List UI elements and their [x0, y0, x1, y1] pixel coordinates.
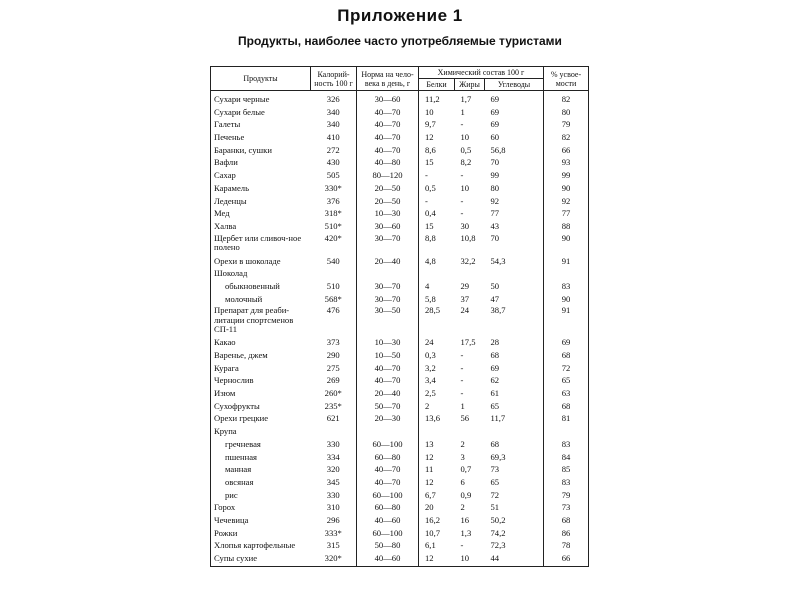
cell-product: Мед — [211, 208, 311, 221]
cell-norm: 40—80 — [357, 157, 419, 170]
cell-product: Орехи грецкие — [211, 413, 311, 426]
cell-calories: 476 — [311, 306, 357, 337]
cell-carbs: 38,7 — [485, 306, 544, 337]
table-row — [211, 553, 589, 566]
cell-calories: 330 — [311, 490, 357, 503]
cell-carbs: 74,2 — [485, 528, 544, 541]
table-row — [211, 490, 589, 503]
cell-norm: 30—70 — [357, 234, 419, 256]
table-row — [211, 388, 589, 401]
cell-carbs: 80 — [485, 183, 544, 196]
cell-fat: - — [460, 208, 464, 219]
cell-product: Щербет или сливоч-ное полено — [211, 234, 311, 256]
table-row — [211, 170, 589, 183]
cell-product: Халва — [211, 221, 311, 234]
cell-calories: 320 — [311, 464, 357, 477]
cell-calories: 568* — [311, 294, 357, 307]
cell-norm: 40—70 — [357, 145, 419, 158]
cell-calories: 505 — [311, 170, 357, 183]
cell-protein: 16,2 — [425, 514, 441, 525]
cell-protein: 12 — [425, 476, 434, 487]
cell-protein: 2 — [425, 400, 430, 411]
header-norm: Норма на чело-века в день, г — [357, 67, 419, 91]
cell-carbs: 62 — [485, 375, 544, 388]
cell-protein: 0,4 — [425, 208, 436, 219]
cell-protein: 13,6 — [425, 413, 441, 424]
header-calories: Калорий-ность 100 г — [311, 67, 357, 91]
cell-calories: 621 — [311, 413, 357, 426]
cell-product: Чернослив — [211, 375, 311, 388]
cell-digestibility: 84 — [544, 452, 589, 465]
cell-digestibility: 73 — [544, 502, 589, 515]
cell-carbs: 65 — [485, 477, 544, 490]
cell-fat: - — [460, 170, 464, 181]
cell-digestibility — [544, 426, 589, 439]
cell-carbs: 43 — [485, 221, 544, 234]
header-digestibility: % усвое-мости — [544, 67, 589, 91]
cell-product: обыкновенный — [211, 281, 311, 294]
cell-product: Варенье, джем — [211, 350, 311, 363]
cell-product: Шоколад — [211, 268, 311, 281]
cell-calories: 540 — [311, 256, 357, 269]
header-chemical-composition: Химический состав 100 г — [419, 67, 544, 79]
cell-carbs — [485, 268, 544, 281]
cell-digestibility: 79 — [544, 119, 589, 132]
cell-carbs: 92 — [485, 196, 544, 209]
table-row — [211, 375, 589, 388]
cell-calories: 376 — [311, 196, 357, 209]
cell-protein: 20 — [425, 502, 434, 513]
cell-digestibility: 88 — [544, 221, 589, 234]
cell-calories: 310 — [311, 502, 357, 515]
cell-fat: 16 — [460, 514, 470, 525]
table-caption: Продукты, наиболее часто употребляемые туристами — [238, 34, 562, 48]
cell-norm: 40—70 — [357, 132, 419, 145]
cell-digestibility: 68 — [544, 401, 589, 414]
cell-digestibility: 81 — [544, 413, 589, 426]
cell-calories: 420* — [311, 234, 357, 256]
cell-protein: 12 — [425, 132, 434, 143]
header-protein: Белки — [419, 79, 455, 91]
cell-carbs: 60 — [485, 132, 544, 145]
cell-fat: 1,3 — [460, 527, 472, 538]
cell-protein: 10,7 — [425, 527, 441, 538]
cell-digestibility: 91 — [544, 256, 589, 269]
cell-norm: 30—60 — [357, 91, 419, 107]
cell-protein — [419, 426, 455, 439]
cell-protein: 8,8 — [425, 232, 436, 243]
cell-calories: 340 — [311, 107, 357, 120]
cell-digestibility: 82 — [544, 91, 589, 107]
cell-fat: - — [460, 375, 464, 386]
cell-protein: 5,8 — [425, 293, 436, 304]
cell-fat: 0,7 — [460, 464, 472, 475]
cell-norm: 20—50 — [357, 196, 419, 209]
cell-norm: 50—70 — [357, 401, 419, 414]
header-product: Продукты — [211, 67, 311, 91]
cell-digestibility: 83 — [544, 281, 589, 294]
table-row — [211, 256, 589, 269]
table-row — [211, 157, 589, 170]
cell-product: Крупа — [211, 426, 311, 439]
cell-product: Печенье — [211, 132, 311, 145]
cell-carbs: 51 — [485, 502, 544, 515]
cell-carbs: 68 — [485, 350, 544, 363]
cell-carbs: 69 — [485, 119, 544, 132]
cell-product: Вафли — [211, 157, 311, 170]
cell-carbs: 70 — [485, 157, 544, 170]
table-row — [211, 464, 589, 477]
table-row — [211, 477, 589, 490]
cell-protein: 3,4 — [425, 375, 436, 386]
cell-protein: 0,3 — [425, 350, 436, 360]
cell-calories: 345 — [311, 477, 357, 490]
cell-calories: 235* — [311, 401, 357, 414]
cell-product: манная — [211, 464, 311, 477]
cell-fat: 29 — [460, 280, 470, 291]
cell-calories: 330* — [311, 183, 357, 196]
cell-protein: 24 — [425, 337, 434, 348]
cell-fat: - — [460, 540, 464, 551]
table-row — [211, 413, 589, 426]
cell-carbs: 69 — [485, 91, 544, 107]
cell-product: Орехи в шоколаде — [211, 256, 311, 269]
cell-fat: 3 — [460, 451, 465, 462]
cell-norm: 80—120 — [357, 170, 419, 183]
cell-carbs: 77 — [485, 208, 544, 221]
cell-calories: 269 — [311, 375, 357, 388]
cell-digestibility: 82 — [544, 132, 589, 145]
cell-product: Леденцы — [211, 196, 311, 209]
cell-fat: - — [460, 350, 464, 360]
cell-carbs: 28 — [485, 337, 544, 350]
cell-product: овсяная — [211, 477, 311, 490]
cell-fat: 8,2 — [460, 157, 472, 168]
cell-norm — [357, 268, 419, 281]
cell-calories: 410 — [311, 132, 357, 145]
cell-digestibility: 69 — [544, 337, 589, 350]
table-row — [211, 132, 589, 145]
cell-norm: 30—50 — [357, 306, 419, 337]
cell-norm: 40—60 — [357, 515, 419, 528]
cell-protein: 11 — [425, 464, 434, 475]
cell-digestibility: 68 — [544, 350, 589, 363]
cell-norm: 60—100 — [357, 439, 419, 452]
cell-protein: 12 — [425, 451, 434, 462]
cell-fat: - — [460, 119, 464, 130]
cell-fat: 6 — [460, 476, 465, 487]
cell-norm: 40—70 — [357, 119, 419, 132]
cell-norm: 10—30 — [357, 208, 419, 221]
cell-norm: 20—30 — [357, 413, 419, 426]
cell-carbs: 69,3 — [485, 452, 544, 465]
cell-digestibility: 66 — [544, 553, 589, 566]
cell-product: Какао — [211, 337, 311, 350]
cell-fat: - — [460, 195, 464, 206]
table-row — [211, 107, 589, 120]
cell-product: рис — [211, 490, 311, 503]
cell-norm: 30—70 — [357, 294, 419, 307]
cell-product: Сахар — [211, 170, 311, 183]
cell-fat — [455, 426, 485, 439]
cell-norm: 40—60 — [357, 553, 419, 566]
cell-carbs: 47 — [485, 294, 544, 307]
cell-protein: 0,5 — [425, 182, 436, 193]
cell-protein: 6,1 — [425, 540, 436, 551]
cell-carbs: 65 — [485, 401, 544, 414]
cell-fat: 1,7 — [460, 94, 472, 104]
cell-product: Сухари черные — [211, 91, 311, 107]
cell-calories: 340 — [311, 119, 357, 132]
cell-product: Карамель — [211, 183, 311, 196]
cell-fat: 0,9 — [460, 489, 472, 500]
cell-carbs: 73 — [485, 464, 544, 477]
products-table-container — [210, 66, 588, 567]
cell-digestibility: 91 — [544, 306, 589, 337]
cell-product: Горох — [211, 502, 311, 515]
table-row — [211, 268, 589, 281]
cell-digestibility: 65 — [544, 375, 589, 388]
cell-fat: 2 — [460, 438, 465, 449]
cell-digestibility: 90 — [544, 234, 589, 256]
table-row — [211, 208, 589, 221]
cell-digestibility: 78 — [544, 540, 589, 553]
header-fat: Жиры — [455, 79, 485, 91]
cell-norm: 40—70 — [357, 477, 419, 490]
cell-product: гречневая — [211, 439, 311, 452]
cell-protein: 4,8 — [425, 255, 436, 266]
cell-digestibility: 83 — [544, 439, 589, 452]
table-row — [211, 515, 589, 528]
cell-calories: 510 — [311, 281, 357, 294]
cell-digestibility: 86 — [544, 528, 589, 541]
cell-digestibility — [544, 268, 589, 281]
cell-carbs: 44 — [485, 553, 544, 566]
cell-product: Изюм — [211, 388, 311, 401]
cell-calories: 373 — [311, 337, 357, 350]
table-row — [211, 452, 589, 465]
cell-calories: 275 — [311, 363, 357, 376]
cell-norm: 60—80 — [357, 452, 419, 465]
cell-calories: 260* — [311, 388, 357, 401]
cell-calories: 430 — [311, 157, 357, 170]
cell-digestibility: 79 — [544, 490, 589, 503]
cell-calories — [311, 426, 357, 439]
cell-fat: - — [460, 362, 464, 373]
cell-carbs: 72,3 — [485, 540, 544, 553]
cell-fat: 32,2 — [460, 255, 476, 266]
cell-protein: 15 — [425, 220, 434, 231]
header-carbs: Углеводы — [485, 79, 544, 91]
cell-carbs: 56,8 — [485, 145, 544, 158]
cell-fat: 10 — [460, 182, 470, 193]
cell-digestibility: 66 — [544, 145, 589, 158]
cell-norm: 60—80 — [357, 502, 419, 515]
cell-digestibility: 99 — [544, 170, 589, 183]
cell-carbs: 50 — [485, 281, 544, 294]
cell-digestibility: 90 — [544, 183, 589, 196]
cell-calories: 320* — [311, 553, 357, 566]
table-row — [211, 281, 589, 294]
cell-fat: 1 — [460, 106, 465, 117]
cell-carbs: 99 — [485, 170, 544, 183]
cell-norm: 10—30 — [357, 337, 419, 350]
cell-carbs: 61 — [485, 388, 544, 401]
cell-protein: 9,7 — [425, 119, 436, 130]
cell-digestibility: 77 — [544, 208, 589, 221]
cell-protein: 6,7 — [425, 489, 436, 500]
cell-norm: 40—70 — [357, 375, 419, 388]
cell-digestibility: 68 — [544, 515, 589, 528]
table-row — [211, 91, 589, 107]
table-row — [211, 234, 589, 256]
table-row — [211, 401, 589, 414]
table-row — [211, 350, 589, 363]
cell-norm: 60—100 — [357, 528, 419, 541]
cell-protein: - — [425, 195, 428, 206]
table-row — [211, 183, 589, 196]
products-table — [210, 66, 589, 567]
cell-protein: 8,6 — [425, 144, 436, 155]
cell-fat: 2 — [460, 502, 465, 513]
cell-fat: 10 — [460, 132, 470, 143]
cell-product: пшенная — [211, 452, 311, 465]
cell-protein: 3,2 — [425, 362, 436, 373]
cell-carbs: 70 — [485, 234, 544, 256]
table-row — [211, 502, 589, 515]
cell-product: Сухофрукты — [211, 401, 311, 414]
cell-norm: 50—80 — [357, 540, 419, 553]
cell-norm — [357, 426, 419, 439]
cell-carbs: 72 — [485, 490, 544, 503]
cell-calories: 330 — [311, 439, 357, 452]
cell-calories: 272 — [311, 145, 357, 158]
cell-norm: 20—40 — [357, 388, 419, 401]
table-body — [211, 91, 589, 567]
cell-digestibility: 63 — [544, 388, 589, 401]
table-row — [211, 540, 589, 553]
cell-fat: 0,5 — [460, 144, 472, 155]
cell-product: Сухари белые — [211, 107, 311, 120]
cell-protein: 28,5 — [425, 305, 441, 316]
cell-product: Хлопья картофельные — [211, 540, 311, 553]
cell-norm: 20—50 — [357, 183, 419, 196]
table-row — [211, 119, 589, 132]
cell-calories: 315 — [311, 540, 357, 553]
cell-carbs: 69 — [485, 363, 544, 376]
cell-calories: 296 — [311, 515, 357, 528]
cell-carbs: 69 — [485, 107, 544, 120]
cell-product: Баранки, сушки — [211, 145, 311, 158]
table-row — [211, 145, 589, 158]
cell-carbs: 68 — [485, 439, 544, 452]
cell-calories — [311, 268, 357, 281]
cell-fat: 17,5 — [460, 337, 476, 348]
cell-carbs: 11,7 — [485, 413, 544, 426]
cell-digestibility: 80 — [544, 107, 589, 120]
cell-calories: 290 — [311, 350, 357, 363]
cell-carbs: 54,3 — [485, 256, 544, 269]
cell-product: Препарат для реаби-литации спортсменов СП-11 — [211, 306, 311, 337]
cell-digestibility: 72 — [544, 363, 589, 376]
appendix-title: Приложение 1 — [337, 6, 463, 25]
cell-fat: 56 — [460, 413, 470, 424]
table-row — [211, 439, 589, 452]
cell-carbs — [485, 426, 544, 439]
cell-product: Рожки — [211, 528, 311, 541]
cell-protein: - — [425, 170, 428, 181]
cell-protein: 12 — [419, 553, 455, 566]
cell-fat: - — [460, 388, 464, 399]
cell-product: молочный — [211, 294, 311, 307]
cell-protein: 4 — [425, 280, 430, 291]
cell-protein — [419, 268, 455, 281]
cell-protein: 11,2 — [425, 94, 440, 104]
cell-calories: 510* — [311, 221, 357, 234]
table-row — [211, 363, 589, 376]
cell-digestibility: 90 — [544, 294, 589, 307]
cell-product: Супы сухие — [211, 553, 311, 566]
cell-calories: 326 — [311, 91, 357, 107]
cell-fat — [455, 268, 485, 281]
table-row — [211, 196, 589, 209]
cell-digestibility: 93 — [544, 157, 589, 170]
cell-carbs: 50,2 — [485, 515, 544, 528]
cell-fat: 30 — [460, 220, 470, 231]
table-row — [211, 306, 589, 337]
cell-norm: 30—70 — [357, 281, 419, 294]
cell-fat: 10 — [455, 553, 485, 566]
table-header — [211, 67, 589, 91]
table-row — [211, 221, 589, 234]
cell-digestibility: 92 — [544, 196, 589, 209]
cell-digestibility: 83 — [544, 477, 589, 490]
table-row — [211, 426, 589, 439]
cell-norm: 40—70 — [357, 107, 419, 120]
cell-fat: 1 — [460, 400, 465, 411]
cell-norm: 30—60 — [357, 221, 419, 234]
cell-protein: 13 — [425, 438, 434, 449]
cell-protein: 2,5 — [425, 388, 436, 399]
cell-fat: 10,8 — [460, 232, 476, 243]
cell-norm: 20—40 — [357, 256, 419, 269]
cell-product: Курага — [211, 363, 311, 376]
cell-norm: 40—70 — [357, 363, 419, 376]
cell-product: Чечевица — [211, 515, 311, 528]
cell-norm: 10—50 — [357, 350, 419, 363]
cell-norm: 40—70 — [357, 464, 419, 477]
table-row — [211, 528, 589, 541]
cell-calories: 334 — [311, 452, 357, 465]
cell-fat: 24 — [460, 305, 470, 316]
cell-digestibility: 85 — [544, 464, 589, 477]
cell-protein: 15 — [425, 157, 434, 168]
table-row — [211, 337, 589, 350]
cell-protein: 10 — [425, 106, 434, 117]
cell-calories: 318* — [311, 208, 357, 221]
cell-calories: 333* — [311, 528, 357, 541]
cell-product: Галеты — [211, 119, 311, 132]
cell-fat: 37 — [460, 293, 470, 304]
cell-norm: 60—100 — [357, 490, 419, 503]
